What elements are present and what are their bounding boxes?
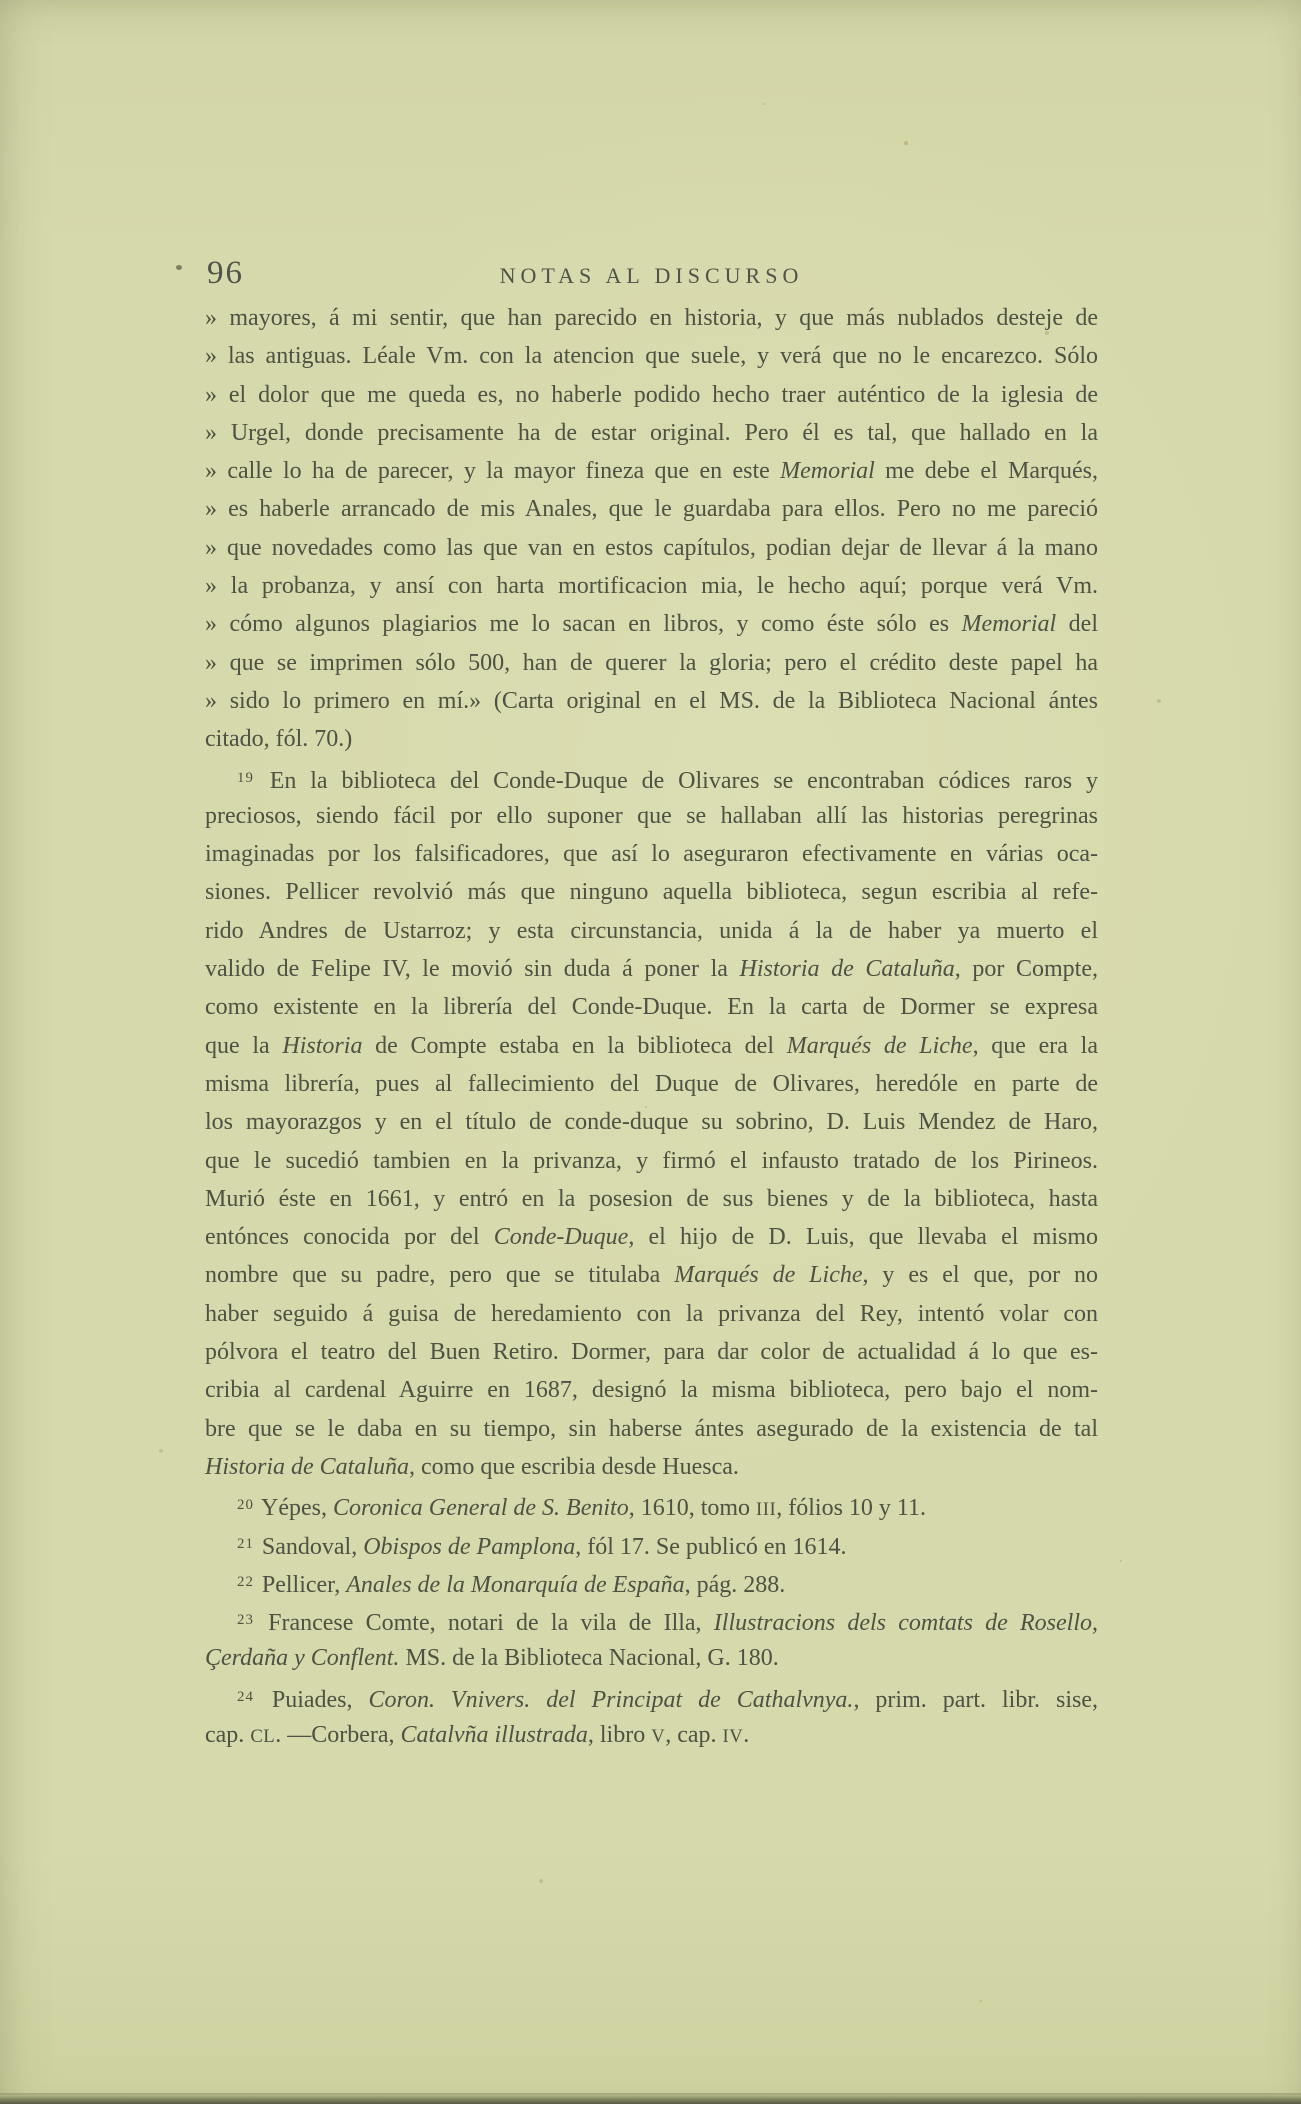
- italic-title: Historia de Cataluña: [205, 1453, 410, 1480]
- footnote-number: 24: [237, 1688, 254, 1705]
- text-line: [205, 1065, 1098, 1103]
- text-segment: » mayores, á mi sentir, que han parecido en historia, y que más nublados desteje de: [205, 305, 1098, 331]
- text-line: [205, 1103, 1098, 1141]
- text-segment: entónces conocida por del: [205, 1224, 494, 1251]
- text-segment: me debe el Marqués,: [874, 458, 1099, 485]
- italic-title: Coronica General de S. Benito: [332, 1495, 629, 1522]
- text-segment: » Urgel, donde precisamente ha de estar original. Pero él es tal, que hallado en la: [205, 419, 1098, 446]
- text-segment: que la: [205, 1032, 283, 1059]
- text-line: [205, 759, 1098, 797]
- text-line: [205, 720, 1098, 758]
- text-segment: III: [756, 1499, 777, 1521]
- text-line: [205, 1601, 1098, 1639]
- italic-title: Catalvña illustrada: [400, 1721, 588, 1748]
- text-segment: » la probanza, y ansí con harta mortificacion mia, le hecho aquí; porque verá Vm.: [205, 573, 1098, 600]
- italic-title: Memorial: [780, 458, 875, 485]
- text-segment: » las antiguas. Léale Vm. con la atencion que suele, y verá que no le encarezco. Sólo: [205, 343, 1098, 370]
- text-line: [205, 950, 1098, 988]
- text-segment: Puiades,: [255, 1686, 369, 1713]
- text-segment: » calle lo ha de parecer, y la mayor fineza que en este: [205, 458, 781, 485]
- text-segment: MS. de la Biblioteca Nacional, G. 180.: [399, 1645, 779, 1672]
- text-line: [205, 912, 1098, 950]
- text-line: [205, 567, 1098, 605]
- text-segment: nombre que su padre, pero que se titulaba: [205, 1262, 675, 1289]
- page-number: 96: [207, 255, 244, 291]
- text-segment: , fólios 10 y 11.: [776, 1495, 927, 1522]
- text-line: [205, 376, 1098, 414]
- text-segment: valido de Felipe IV, le movió sin duda á poner la: [205, 956, 740, 983]
- text-segment: Yépes,: [255, 1495, 333, 1522]
- text-segment: Murió éste en 1661, y entró en la posesion de sus bienes y de la biblioteca, hasta: [205, 1185, 1098, 1212]
- italic-title: Coron. Vnivers. del Principat de Cathalvnya.: [368, 1686, 854, 1713]
- text-segment: , por Compte,: [954, 956, 1098, 983]
- italic-title: Obispos de Pamplona: [363, 1533, 576, 1560]
- text-block: [205, 299, 1098, 1754]
- text-line: [205, 299, 1098, 337]
- text-segment: citado, fól. 70.): [205, 726, 353, 753]
- text-line: [205, 1333, 1098, 1371]
- text-line: [205, 529, 1098, 567]
- text-segment: IV: [722, 1725, 744, 1747]
- text-segment: En la biblioteca del Conde-Duque de Olivares se encontraban códices raros y: [255, 767, 1098, 794]
- text-line: [205, 1027, 1098, 1065]
- italic-title: Illustracions dels comtats de Rosello,: [713, 1610, 1099, 1637]
- text-segment: » que se imprimen sólo 500, han de querer la gloria; pero el crédito deste papel ha: [205, 649, 1098, 676]
- text-segment: misma librería, pues al fallecimiento del Duque de Olivares, heredóle en parte de: [205, 1070, 1098, 1097]
- text-line: [205, 452, 1098, 490]
- page-header: [205, 250, 1098, 290]
- text-segment: Pellicer,: [255, 1572, 347, 1599]
- running-head: NOTAS AL DISCURSO: [499, 263, 804, 288]
- text-line: [205, 797, 1098, 835]
- text-segment: como existente en la librería del Conde-Duque. En la carta de Dormer se expresa: [205, 994, 1098, 1021]
- text-line: [205, 1295, 1098, 1333]
- text-segment: del: [1056, 611, 1099, 638]
- text-segment: CL: [250, 1725, 276, 1747]
- text-line: [205, 873, 1098, 911]
- italic-title: Marqués de Liche: [674, 1262, 863, 1289]
- italic-title: Çerdaña y Conflent.: [205, 1645, 400, 1672]
- margin-mark: [176, 265, 182, 270]
- text-line: [205, 644, 1098, 682]
- text-segment: » que novedades como las que van en estos capítulos, podian dejar de llevar á la mano: [205, 534, 1098, 561]
- text-segment: » es haberle arrancado de mis Anales, que le guardaba para ellos. Pero no me pareció: [205, 496, 1098, 523]
- text-segment: . —Corbera,: [275, 1721, 401, 1748]
- text-segment: , fól 17. Se publicó en 1614.: [575, 1533, 847, 1560]
- text-line: [205, 1486, 1098, 1524]
- text-line: [205, 1256, 1098, 1294]
- text-segment: bre que se le daba en su tiempo, sin haberse ántes asegurado de la existencia de tal: [205, 1415, 1098, 1442]
- footnote-number: 20: [237, 1497, 254, 1514]
- italic-title: Historia de Cataluña: [739, 956, 955, 983]
- text-segment: pólvora el teatro del Buen Retiro. Dormer, para dar color de actualidad á lo que es-: [205, 1339, 1098, 1366]
- text-segment: cap.: [205, 1721, 251, 1748]
- text-segment: V: [651, 1725, 666, 1747]
- text-line: [205, 682, 1098, 720]
- text-line: [205, 1410, 1098, 1448]
- text-segment: rido Andres de Ustarroz; y esta circunstancia, unida á la de haber ya muerto el: [205, 917, 1098, 944]
- text-line: [205, 1371, 1098, 1409]
- text-segment: que le sucedió tambien en la privanza, y firmó el infausto tratado de los Pirineos.: [205, 1147, 1098, 1174]
- italic-title: Anales de la Monarquía de España: [346, 1572, 685, 1599]
- text-segment: siones. Pellicer revolvió más que ninguno aquella biblioteca, segun escribia al refe-: [205, 879, 1098, 906]
- text-segment: » sido lo primero en mí.» (Carta original en el MS. de la Biblioteca Nacional ántes: [205, 687, 1098, 714]
- text-segment: .: [743, 1721, 750, 1748]
- text-segment: » cómo algunos plagiarios me lo sacan en libros, y como éste sólo es: [205, 611, 962, 638]
- text-line: [205, 1142, 1098, 1180]
- italic-title: Historia: [282, 1032, 363, 1059]
- footnote-number: 23: [237, 1612, 254, 1629]
- text-line: [205, 605, 1098, 643]
- text-line: [205, 414, 1098, 452]
- text-segment: , y es el que, por no: [862, 1262, 1098, 1289]
- text-segment: imaginadas por los falsificadores, que así lo aseguraron efectivamente en várias oca-: [205, 841, 1098, 868]
- italic-title: Conde-Duque: [493, 1224, 629, 1251]
- footnote-number: 19: [237, 769, 254, 786]
- text-line: [205, 1563, 1098, 1601]
- text-segment: , cap.: [665, 1721, 723, 1748]
- text-line: [205, 1180, 1098, 1218]
- text-segment: haber seguido á guisa de heredamiento con la privanza del Rey, intentó volar con: [205, 1300, 1098, 1327]
- footnote-number: 22: [237, 1573, 254, 1590]
- text-segment: , libro: [587, 1721, 652, 1748]
- text-segment: Sandoval,: [255, 1533, 364, 1560]
- text-line: [205, 1218, 1098, 1256]
- text-line: [205, 835, 1098, 873]
- footnote-number: 21: [237, 1535, 254, 1552]
- text-line: [205, 988, 1098, 1026]
- text-line: [205, 1639, 1098, 1677]
- text-segment: , como que escribia desde Huesca.: [409, 1453, 739, 1480]
- italic-title: Memorial: [961, 611, 1057, 638]
- text-segment: cribia al cardenal Aguirre en 1687, designó la misma biblioteca, pero bajo el nom-: [205, 1377, 1098, 1404]
- text-segment: los mayorazgos y en el título de conde-duque su sobrino, D. Luis Mendez de Haro,: [205, 1109, 1098, 1136]
- text-line: [205, 1525, 1098, 1563]
- text-segment: » el dolor que me queda es, no haberle podido hecho traer auténtico de la iglesia de: [205, 381, 1098, 408]
- paper-specks: [0, 0, 2, 2]
- italic-title: Marqués de Liche: [786, 1032, 973, 1059]
- text-line: [205, 490, 1098, 528]
- text-line: [205, 337, 1098, 375]
- text-segment: , que era la: [972, 1032, 1098, 1059]
- text-line: [205, 1716, 1098, 1754]
- scan-edge: [0, 2095, 1301, 2104]
- text-segment: , el hijo de D. Luis, que llevaba el mismo: [628, 1224, 1098, 1251]
- text-segment: de Compte estaba en la biblioteca del: [362, 1032, 787, 1059]
- text-line: [205, 1448, 1098, 1486]
- text-segment: , 1610, tomo: [628, 1495, 757, 1522]
- text-segment: Francese Comte, notari de la vila de Illa,: [255, 1610, 714, 1637]
- text-line: [205, 1678, 1098, 1716]
- text-segment: preciosos, siendo fácil por ello suponer que se hallaban allí las historias peregrinas: [205, 802, 1098, 829]
- text-segment: , prim. part. libr. sise,: [853, 1686, 1098, 1713]
- text-segment: , pág. 288.: [684, 1572, 786, 1599]
